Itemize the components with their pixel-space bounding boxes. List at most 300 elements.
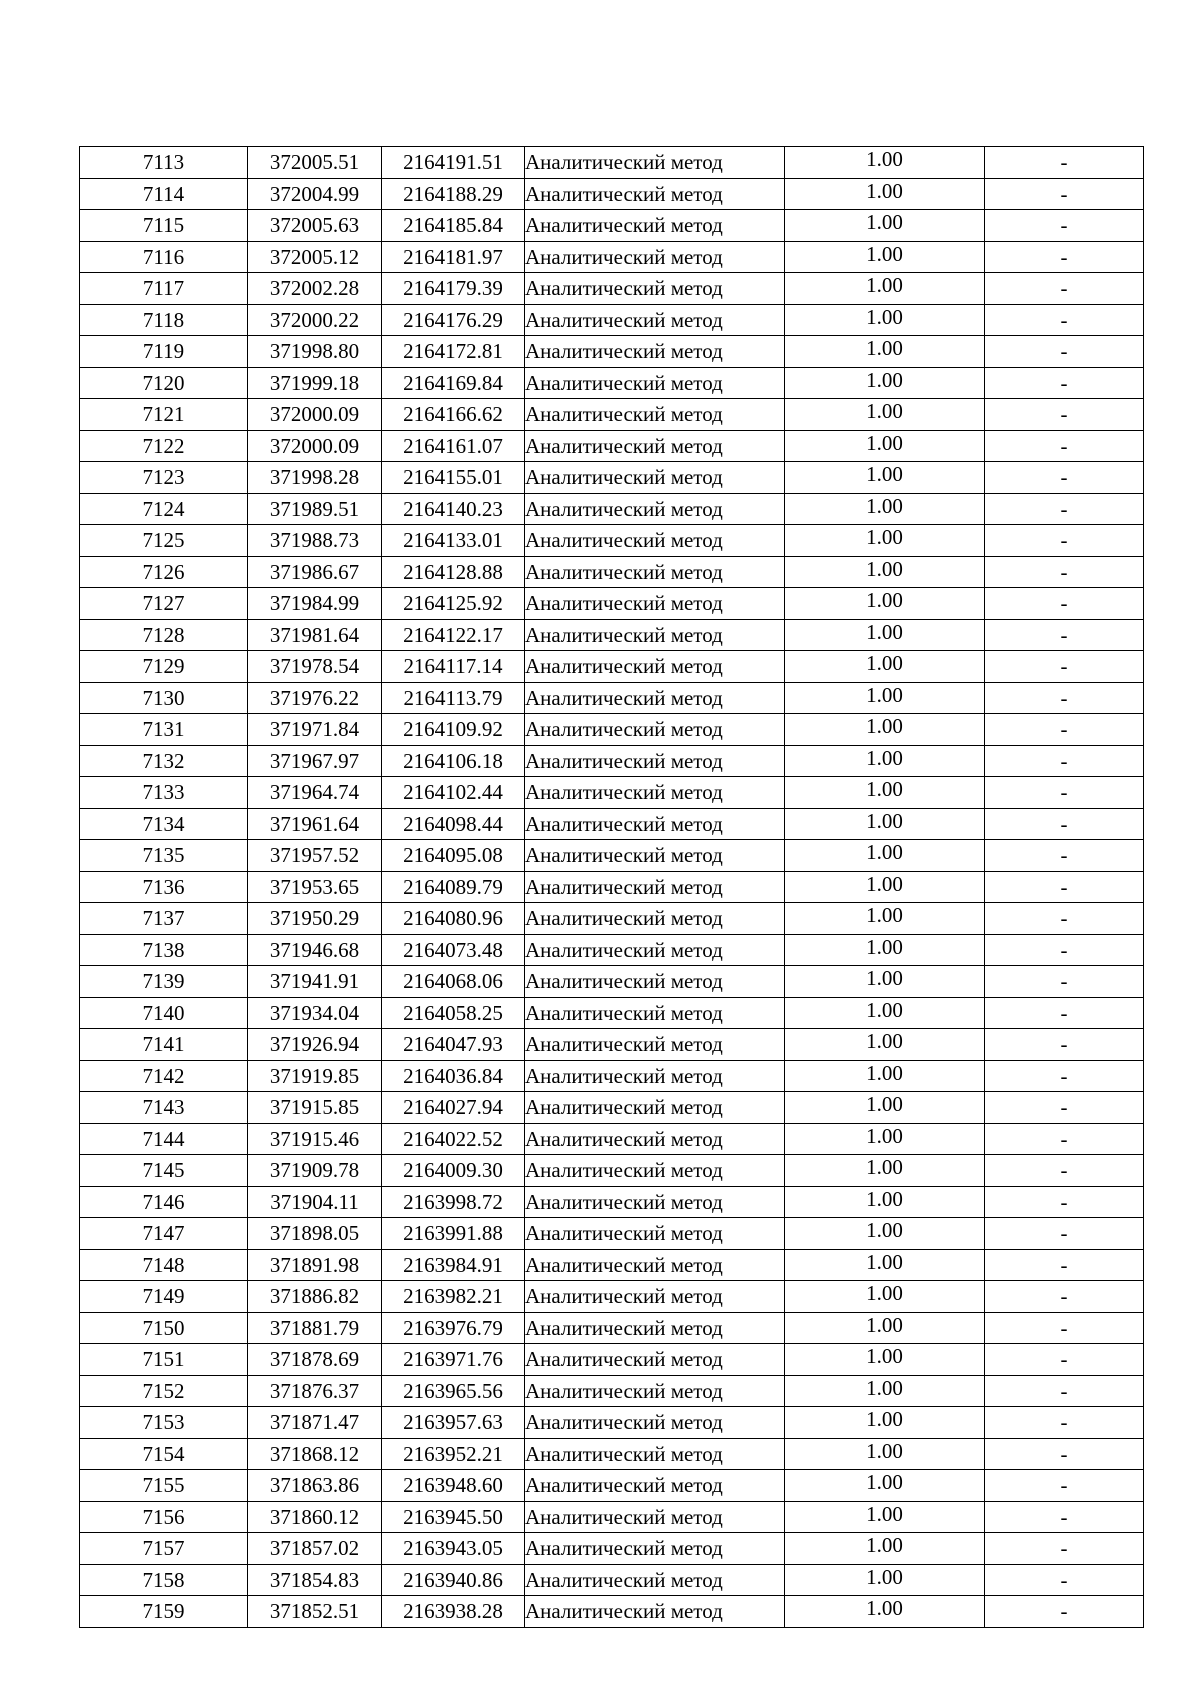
table-row [80, 1029, 1144, 1061]
method-cell: Аналитический метод [525, 399, 785, 431]
point-number-cell: 7134 [80, 808, 248, 840]
point-number-cell: 7159 [80, 1596, 248, 1628]
note-cell: - [985, 1281, 1144, 1313]
x-coordinate-cell: 372005.51 [248, 147, 382, 179]
note-cell: - [985, 1029, 1144, 1061]
accuracy-cell [785, 745, 985, 777]
method-cell: Аналитический метод [525, 1375, 785, 1407]
accuracy-cell-value: 1.00 [866, 1155, 903, 1180]
note-cell: - [985, 462, 1144, 494]
x-coordinate-cell: 371998.28 [248, 462, 382, 494]
x-coordinate-cell: 371868.12 [248, 1438, 382, 1470]
point-number-cell: 7119 [80, 336, 248, 368]
y-coordinate-cell: 2164191.51 [382, 147, 525, 179]
method-cell: Аналитический метод [525, 966, 785, 998]
point-number-cell: 7141 [80, 1029, 248, 1061]
accuracy-cell [785, 273, 985, 305]
method-cell: Аналитический метод [525, 1344, 785, 1376]
x-coordinate-cell: 371871.47 [248, 1407, 382, 1439]
accuracy-cell [785, 1438, 985, 1470]
note-cell: - [985, 399, 1144, 431]
x-coordinate-cell: 372000.09 [248, 399, 382, 431]
method-cell: Аналитический метод [525, 1029, 785, 1061]
note-cell: - [985, 1060, 1144, 1092]
y-coordinate-cell: 2164185.84 [382, 210, 525, 242]
accuracy-cell-value: 1.00 [866, 1596, 903, 1621]
accuracy-cell-value: 1.00 [866, 1564, 903, 1589]
table-row [80, 1470, 1144, 1502]
method-cell: Аналитический метод [525, 336, 785, 368]
method-cell: Аналитический метод [525, 1218, 785, 1250]
point-number-cell: 7130 [80, 682, 248, 714]
x-coordinate-cell: 372004.99 [248, 178, 382, 210]
accuracy-cell [785, 1249, 985, 1281]
accuracy-cell-value: 1.00 [866, 1375, 903, 1400]
method-cell: Аналитический метод [525, 714, 785, 746]
accuracy-cell-value: 1.00 [866, 1470, 903, 1495]
note-cell: - [985, 588, 1144, 620]
table-row [80, 1218, 1144, 1250]
accuracy-cell [785, 462, 985, 494]
accuracy-cell-value: 1.00 [866, 273, 903, 298]
method-cell: Аналитический метод [525, 1533, 785, 1565]
table-row [80, 682, 1144, 714]
table-row [80, 1281, 1144, 1313]
accuracy-cell-value: 1.00 [866, 840, 903, 865]
accuracy-cell-value: 1.00 [866, 1092, 903, 1117]
method-cell: Аналитический метод [525, 651, 785, 683]
accuracy-cell-value: 1.00 [866, 462, 903, 487]
method-cell: Аналитический метод [525, 1060, 785, 1092]
accuracy-cell-value: 1.00 [866, 1123, 903, 1148]
x-coordinate-cell: 371857.02 [248, 1533, 382, 1565]
point-number-cell: 7147 [80, 1218, 248, 1250]
x-coordinate-cell: 371988.73 [248, 525, 382, 557]
note-cell: - [985, 808, 1144, 840]
accuracy-cell [785, 714, 985, 746]
accuracy-cell-value: 1.00 [866, 304, 903, 329]
accuracy-cell-value: 1.00 [866, 777, 903, 802]
x-coordinate-cell: 372005.63 [248, 210, 382, 242]
accuracy-cell-value: 1.00 [866, 934, 903, 959]
y-coordinate-cell: 2164155.01 [382, 462, 525, 494]
note-cell: - [985, 777, 1144, 809]
accuracy-cell-value: 1.00 [866, 430, 903, 455]
table-row [80, 1249, 1144, 1281]
note-cell: - [985, 651, 1144, 683]
table-row [80, 1123, 1144, 1155]
accuracy-cell [785, 1501, 985, 1533]
accuracy-cell-value: 1.00 [866, 399, 903, 424]
note-cell: - [985, 1501, 1144, 1533]
method-cell: Аналитический метод [525, 493, 785, 525]
note-cell: - [985, 1312, 1144, 1344]
method-cell: Аналитический метод [525, 1407, 785, 1439]
x-coordinate-cell: 371978.54 [248, 651, 382, 683]
note-cell: - [985, 1470, 1144, 1502]
accuracy-cell [785, 210, 985, 242]
y-coordinate-cell: 2164047.93 [382, 1029, 525, 1061]
point-number-cell: 7123 [80, 462, 248, 494]
method-cell: Аналитический метод [525, 777, 785, 809]
table-row [80, 1155, 1144, 1187]
table-row [80, 430, 1144, 462]
note-cell: - [985, 1249, 1144, 1281]
note-cell: - [985, 1407, 1144, 1439]
point-number-cell: 7114 [80, 178, 248, 210]
method-cell: Аналитический метод [525, 1312, 785, 1344]
method-cell: Аналитический метод [525, 1249, 785, 1281]
method-cell: Аналитический метод [525, 1281, 785, 1313]
point-number-cell: 7157 [80, 1533, 248, 1565]
point-number-cell: 7121 [80, 399, 248, 431]
table-row [80, 1060, 1144, 1092]
y-coordinate-cell: 2164058.25 [382, 997, 525, 1029]
accuracy-cell [785, 430, 985, 462]
point-number-cell: 7115 [80, 210, 248, 242]
y-coordinate-cell: 2164073.48 [382, 934, 525, 966]
method-cell: Аналитический метод [525, 273, 785, 305]
accuracy-cell [785, 1470, 985, 1502]
point-number-cell: 7138 [80, 934, 248, 966]
accuracy-cell [785, 1123, 985, 1155]
point-number-cell: 7128 [80, 619, 248, 651]
coordinates-table-body [80, 147, 1144, 1628]
x-coordinate-cell: 371919.85 [248, 1060, 382, 1092]
table-row [80, 619, 1144, 651]
accuracy-cell [785, 1312, 985, 1344]
table-row [80, 462, 1144, 494]
accuracy-cell-value: 1.00 [866, 1438, 903, 1463]
point-number-cell: 7148 [80, 1249, 248, 1281]
accuracy-cell [785, 1092, 985, 1124]
x-coordinate-cell: 371986.67 [248, 556, 382, 588]
accuracy-cell [785, 399, 985, 431]
y-coordinate-cell: 2164172.81 [382, 336, 525, 368]
point-number-cell: 7150 [80, 1312, 248, 1344]
accuracy-cell-value: 1.00 [866, 997, 903, 1022]
table-row [80, 1564, 1144, 1596]
accuracy-cell-value: 1.00 [866, 367, 903, 392]
note-cell: - [985, 367, 1144, 399]
point-number-cell: 7140 [80, 997, 248, 1029]
accuracy-cell [785, 367, 985, 399]
table-row [80, 934, 1144, 966]
point-number-cell: 7136 [80, 871, 248, 903]
y-coordinate-cell: 2164169.84 [382, 367, 525, 399]
method-cell: Аналитический метод [525, 525, 785, 557]
note-cell: - [985, 336, 1144, 368]
accuracy-cell-value: 1.00 [866, 745, 903, 770]
y-coordinate-cell: 2163952.21 [382, 1438, 525, 1470]
x-coordinate-cell: 371904.11 [248, 1186, 382, 1218]
accuracy-cell [785, 871, 985, 903]
y-coordinate-cell: 2163938.28 [382, 1596, 525, 1628]
accuracy-cell [785, 1533, 985, 1565]
method-cell: Аналитический метод [525, 682, 785, 714]
point-number-cell: 7149 [80, 1281, 248, 1313]
y-coordinate-cell: 2163940.86 [382, 1564, 525, 1596]
table-row [80, 1092, 1144, 1124]
point-number-cell: 7155 [80, 1470, 248, 1502]
x-coordinate-cell: 371876.37 [248, 1375, 382, 1407]
method-cell: Аналитический метод [525, 367, 785, 399]
note-cell: - [985, 997, 1144, 1029]
x-coordinate-cell: 371934.04 [248, 997, 382, 1029]
accuracy-cell-value: 1.00 [866, 1533, 903, 1558]
note-cell: - [985, 1186, 1144, 1218]
accuracy-cell-value: 1.00 [866, 1407, 903, 1432]
accuracy-cell [785, 934, 985, 966]
y-coordinate-cell: 2163976.79 [382, 1312, 525, 1344]
note-cell: - [985, 1533, 1144, 1565]
method-cell: Аналитический метод [525, 1438, 785, 1470]
accuracy-cell-value: 1.00 [866, 871, 903, 896]
y-coordinate-cell: 2164098.44 [382, 808, 525, 840]
method-cell: Аналитический метод [525, 808, 785, 840]
y-coordinate-cell: 2164166.62 [382, 399, 525, 431]
method-cell: Аналитический метод [525, 840, 785, 872]
y-coordinate-cell: 2163957.63 [382, 1407, 525, 1439]
x-coordinate-cell: 371891.98 [248, 1249, 382, 1281]
note-cell: - [985, 147, 1144, 179]
table-row [80, 1533, 1144, 1565]
point-number-cell: 7137 [80, 903, 248, 935]
note-cell: - [985, 1438, 1144, 1470]
x-coordinate-cell: 371863.86 [248, 1470, 382, 1502]
y-coordinate-cell: 2164125.92 [382, 588, 525, 620]
method-cell: Аналитический метод [525, 997, 785, 1029]
table-row [80, 1375, 1144, 1407]
x-coordinate-cell: 371946.68 [248, 934, 382, 966]
point-number-cell: 7151 [80, 1344, 248, 1376]
accuracy-cell [785, 840, 985, 872]
table-row [80, 808, 1144, 840]
table-row [80, 966, 1144, 998]
x-coordinate-cell: 371926.94 [248, 1029, 382, 1061]
x-coordinate-cell: 371971.84 [248, 714, 382, 746]
accuracy-cell-value: 1.00 [866, 1029, 903, 1054]
table-row [80, 399, 1144, 431]
y-coordinate-cell: 2164128.88 [382, 556, 525, 588]
accuracy-cell-value: 1.00 [866, 525, 903, 550]
accuracy-cell [785, 1060, 985, 1092]
accuracy-cell [785, 1155, 985, 1187]
point-number-cell: 7133 [80, 777, 248, 809]
method-cell: Аналитический метод [525, 1564, 785, 1596]
method-cell: Аналитический метод [525, 241, 785, 273]
x-coordinate-cell: 371941.91 [248, 966, 382, 998]
x-coordinate-cell: 371950.29 [248, 903, 382, 935]
method-cell: Аналитический метод [525, 1470, 785, 1502]
accuracy-cell [785, 241, 985, 273]
accuracy-cell-value: 1.00 [866, 178, 903, 203]
point-number-cell: 7153 [80, 1407, 248, 1439]
note-cell: - [985, 1344, 1144, 1376]
accuracy-cell [785, 1186, 985, 1218]
point-number-cell: 7139 [80, 966, 248, 998]
accuracy-cell-value: 1.00 [866, 619, 903, 644]
x-coordinate-cell: 371881.79 [248, 1312, 382, 1344]
y-coordinate-cell: 2164117.14 [382, 651, 525, 683]
method-cell: Аналитический метод [525, 1092, 785, 1124]
method-cell: Аналитический метод [525, 1123, 785, 1155]
note-cell: - [985, 525, 1144, 557]
accuracy-cell [785, 651, 985, 683]
note-cell: - [985, 1155, 1144, 1187]
note-cell: - [985, 210, 1144, 242]
x-coordinate-cell: 371984.99 [248, 588, 382, 620]
accuracy-cell [785, 1218, 985, 1250]
accuracy-cell-value: 1.00 [866, 556, 903, 581]
point-number-cell: 7132 [80, 745, 248, 777]
y-coordinate-cell: 2164109.92 [382, 714, 525, 746]
method-cell: Аналитический метод [525, 178, 785, 210]
method-cell: Аналитический метод [525, 745, 785, 777]
accuracy-cell [785, 1596, 985, 1628]
accuracy-cell-value: 1.00 [866, 588, 903, 613]
accuracy-cell [785, 147, 985, 179]
accuracy-cell [785, 1281, 985, 1313]
y-coordinate-cell: 2164102.44 [382, 777, 525, 809]
method-cell: Аналитический метод [525, 304, 785, 336]
x-coordinate-cell: 371886.82 [248, 1281, 382, 1313]
note-cell: - [985, 619, 1144, 651]
accuracy-cell [785, 997, 985, 1029]
y-coordinate-cell: 2163991.88 [382, 1218, 525, 1250]
point-number-cell: 7125 [80, 525, 248, 557]
note-cell: - [985, 934, 1144, 966]
method-cell: Аналитический метод [525, 1155, 785, 1187]
table-row [80, 588, 1144, 620]
note-cell: - [985, 304, 1144, 336]
table-row [80, 304, 1144, 336]
point-number-cell: 7158 [80, 1564, 248, 1596]
y-coordinate-cell: 2164176.29 [382, 304, 525, 336]
accuracy-cell-value: 1.00 [866, 966, 903, 991]
y-coordinate-cell: 2164027.94 [382, 1092, 525, 1124]
point-number-cell: 7129 [80, 651, 248, 683]
table-row [80, 1186, 1144, 1218]
x-coordinate-cell: 371860.12 [248, 1501, 382, 1533]
accuracy-cell [785, 777, 985, 809]
table-row [80, 840, 1144, 872]
y-coordinate-cell: 2164080.96 [382, 903, 525, 935]
y-coordinate-cell: 2163965.56 [382, 1375, 525, 1407]
note-cell: - [985, 178, 1144, 210]
note-cell: - [985, 714, 1144, 746]
table-row [80, 651, 1144, 683]
y-coordinate-cell: 2164122.17 [382, 619, 525, 651]
note-cell: - [985, 241, 1144, 273]
note-cell: - [985, 1092, 1144, 1124]
table-row [80, 871, 1144, 903]
table-row [80, 997, 1144, 1029]
y-coordinate-cell: 2164181.97 [382, 241, 525, 273]
method-cell: Аналитический метод [525, 588, 785, 620]
x-coordinate-cell: 372005.12 [248, 241, 382, 273]
y-coordinate-cell: 2164106.18 [382, 745, 525, 777]
y-coordinate-cell: 2164133.01 [382, 525, 525, 557]
point-number-cell: 7118 [80, 304, 248, 336]
y-coordinate-cell: 2164089.79 [382, 871, 525, 903]
accuracy-cell-value: 1.00 [866, 714, 903, 739]
x-coordinate-cell: 371981.64 [248, 619, 382, 651]
accuracy-cell [785, 525, 985, 557]
x-coordinate-cell: 371961.64 [248, 808, 382, 840]
point-number-cell: 7152 [80, 1375, 248, 1407]
table-row [80, 493, 1144, 525]
point-number-cell: 7145 [80, 1155, 248, 1187]
note-cell: - [985, 966, 1144, 998]
accuracy-cell [785, 1375, 985, 1407]
note-cell: - [985, 840, 1144, 872]
accuracy-cell-value: 1.00 [866, 903, 903, 928]
x-coordinate-cell: 372002.28 [248, 273, 382, 305]
x-coordinate-cell: 371999.18 [248, 367, 382, 399]
point-number-cell: 7144 [80, 1123, 248, 1155]
accuracy-cell-value: 1.00 [866, 1186, 903, 1211]
table-row [80, 525, 1144, 557]
accuracy-cell [785, 1029, 985, 1061]
note-cell: - [985, 1375, 1144, 1407]
point-number-cell: 7156 [80, 1501, 248, 1533]
table-row [80, 556, 1144, 588]
note-cell: - [985, 556, 1144, 588]
x-coordinate-cell: 371915.85 [248, 1092, 382, 1124]
accuracy-cell [785, 682, 985, 714]
method-cell: Аналитический метод [525, 210, 785, 242]
y-coordinate-cell: 2163998.72 [382, 1186, 525, 1218]
method-cell: Аналитический метод [525, 934, 785, 966]
accuracy-cell-value: 1.00 [866, 1501, 903, 1526]
y-coordinate-cell: 2164188.29 [382, 178, 525, 210]
coordinates-table [79, 146, 1144, 1628]
table-row [80, 1596, 1144, 1628]
method-cell: Аналитический метод [525, 462, 785, 494]
note-cell: - [985, 273, 1144, 305]
table-row [80, 241, 1144, 273]
point-number-cell: 7146 [80, 1186, 248, 1218]
table-row [80, 1312, 1144, 1344]
method-cell: Аналитический метод [525, 903, 785, 935]
point-number-cell: 7143 [80, 1092, 248, 1124]
accuracy-cell-value: 1.00 [866, 1344, 903, 1369]
x-coordinate-cell: 371964.74 [248, 777, 382, 809]
accuracy-cell-value: 1.00 [866, 651, 903, 676]
note-cell: - [985, 1596, 1144, 1628]
method-cell: Аналитический метод [525, 871, 785, 903]
point-number-cell: 7135 [80, 840, 248, 872]
accuracy-cell-value: 1.00 [866, 241, 903, 266]
table-row [80, 336, 1144, 368]
accuracy-cell-value: 1.00 [866, 1218, 903, 1243]
table-row [80, 210, 1144, 242]
point-number-cell: 7117 [80, 273, 248, 305]
accuracy-cell-value: 1.00 [866, 210, 903, 235]
table-row [80, 147, 1144, 179]
accuracy-cell-value: 1.00 [866, 336, 903, 361]
point-number-cell: 7116 [80, 241, 248, 273]
table-row [80, 903, 1144, 935]
table-row [80, 1407, 1144, 1439]
point-number-cell: 7126 [80, 556, 248, 588]
accuracy-cell [785, 1407, 985, 1439]
accuracy-cell-value: 1.00 [866, 1249, 903, 1274]
accuracy-cell [785, 178, 985, 210]
note-cell: - [985, 493, 1144, 525]
accuracy-cell-value: 1.00 [866, 682, 903, 707]
